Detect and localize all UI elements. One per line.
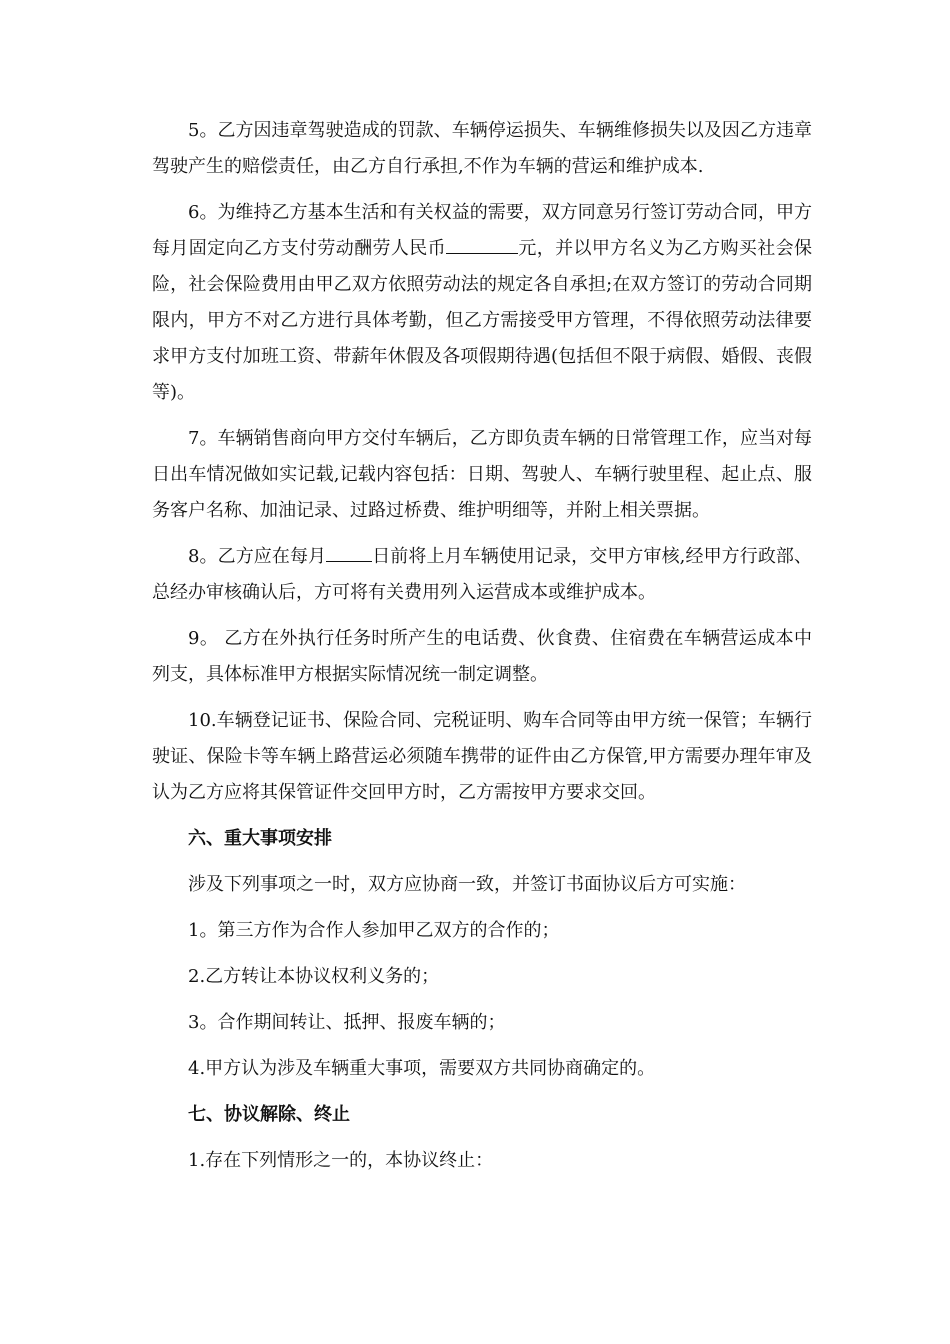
clause-6 — [152, 195, 812, 411]
document-body — [152, 113, 812, 1189]
salary-blank-line — [446, 231, 518, 254]
section-6-intro: 涉及下列事项之一时，双方应协商一致，并签订书面协议后方可实施： — [188, 874, 746, 895]
section-6-item-1: 1。第三方作为合作人参加甲乙双方的合作的； — [188, 920, 560, 941]
clause-8-part-b: 日前将上月车辆使用记录，交甲方审核,经甲方行政部、总经办审核确认后，方可将有关费用列入运营成本或维护成本。 — [152, 546, 812, 603]
clause-8 — [152, 539, 812, 611]
clause-10: 10.车辆登记证书、保险合同、完税证明、购车合同等由甲方统一保管；车辆行驶证、保险卡等车辆上路营运必须随车携带的证件由乙方保管,甲方需要办理年审及认为乙方应将其保管证件交回甲方时，乙方需按甲方要求交回。 — [152, 710, 812, 803]
clause-8-part-a: 8。乙方应在每月 — [188, 546, 327, 567]
day-blank-line — [326, 539, 372, 562]
clause-6-part-a: 6。为维持乙方基本生活和有关权益的需要，双方同意另行签订劳动合同，甲方每月固定向乙方支付劳动酬劳人民币 — [152, 202, 812, 259]
clause-5: 5。乙方因违章驾驶造成的罚款、车辆停运损失、车辆维修损失以及因乙方违章驾驶产生的赔偿责任，由乙方自行承担,不作为车辆的营运和维护成本. — [152, 120, 812, 177]
section-6-item-4: 4.甲方认为涉及车辆重大事项，需要双方共同协商确定的。 — [188, 1058, 656, 1079]
clause-9: 9。 乙方在外执行任务时所产生的电话费、伙食费、住宿费在车辆营运成本中列支，具体标准甲方根据实际情况统一制定调整。 — [152, 628, 812, 685]
clause-7: 7。车辆销售商向甲方交付车辆后，乙方即负责车辆的日常管理工作，应当对每日出车情况做如实记载,记载内容包括：日期、驾驶人、车辆行驶里程、起止点、服务客户名称、加油记录、过路过桥费、维护明细等，并附上相关票据。 — [152, 428, 812, 521]
clause-6-part-b: 元，并以甲方名义为乙方购买社会保险，社会保险费用由甲乙双方依照劳动法的规定各自承担;在双方签订的劳动合同期限内，甲方不对乙方进行具体考勤，但乙方需接受甲方管理，不得依照劳动法律要求甲方支付加班工资、带薪年休假及各项假期待遇(包括但不限于病假、婚假、丧假等)。 — [152, 238, 812, 403]
section-heading-7: 七、协议解除、终止 — [188, 1104, 350, 1125]
section-6-item-2: 2.乙方转让本协议权利义务的； — [188, 966, 440, 987]
section-6-item-3: 3。合作期间转让、抵押、报废车辆的； — [188, 1012, 506, 1033]
section-7-item-1: 1.存在下列情形之一的，本协议终止： — [188, 1150, 494, 1171]
section-heading-6: 六、重大事项安排 — [188, 828, 332, 849]
